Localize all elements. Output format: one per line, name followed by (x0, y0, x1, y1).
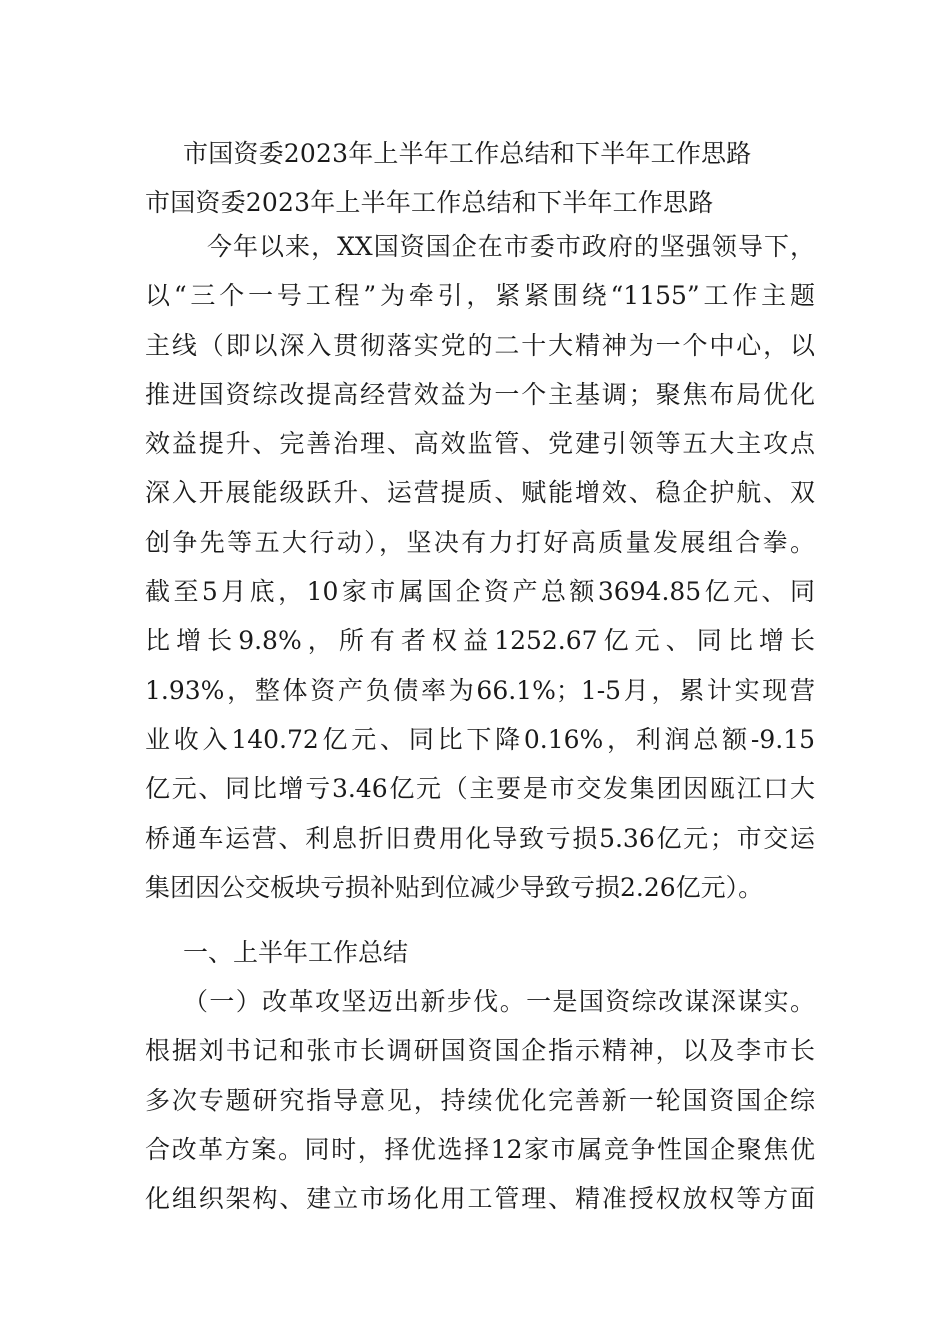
paragraph-line: 推进国资综改提高经营效益为一个主基调；聚焦布局优化 (145, 379, 815, 409)
paragraph-line: 主线（即以深入贯彻落实党的二十大精神为一个中心，以 (145, 330, 815, 360)
paragraph-line: 1.93%，整体资产负债率为66.1%；1-5月，累计实现营 (145, 675, 815, 705)
paragraph-line: 多次专题研究指导意见，持续优化完善新一轮国资国企综 (145, 1085, 815, 1115)
paragraph-line: 深入开展能级跃升、运营提质、赋能增效、稳企护航、双 (145, 478, 815, 508)
paragraph-line: 今年以来，XX国资国企在市委市政府的坚强领导下， (207, 232, 815, 261)
document-title: 市国资委2023年上半年工作总结和下半年工作思路 (183, 139, 752, 168)
paragraph-line: 根据刘书记和张市长调研国资国企指示精神，以及李市长 (145, 1036, 815, 1066)
paragraph-line: 比增长9.8%，所有者权益1252.67亿元、同比增长 (145, 626, 815, 656)
paragraph-line: 合改革方案。同时，择优选择12家市属竞争性国企聚焦优 (145, 1134, 815, 1164)
paragraph-line: 创争先等五大行动），坚决有力打好高质量发展组合拳。 (145, 527, 815, 557)
paragraph-line: 业收入140.72亿元、同比下降0.16%，利润总额-9.15 (145, 724, 815, 754)
paragraph-line: （一）改革攻坚迈出新步伐。一是国资综改谋深谋实。 (183, 987, 815, 1016)
paragraph-line: 亿元、同比增亏3.46亿元（主要是市交发集团因瓯江口大 (145, 774, 815, 804)
paragraph-line: 化组织架构、建立市场化用工管理、精准授权放权等方面 (145, 1184, 815, 1214)
document-title-repeat: 市国资委2023年上半年工作总结和下半年工作思路 (145, 188, 714, 217)
paragraph-line: 集团因公交板块亏损补贴到位减少导致亏损2.26亿元）。 (145, 872, 764, 902)
paragraph-line: 桥通车运营、利息折旧费用化导致亏损5.36亿元；市交运 (145, 823, 815, 853)
intro-paragraph (145, 222, 815, 912)
reform-paragraph (145, 977, 815, 1223)
paragraph-line: 效益提升、完善治理、高效监管、党建引领等五大主攻点 (145, 429, 815, 459)
paragraph-line: 以“三个一号工程”为牵引，紧紧围绕“1155”工作主题 (145, 281, 815, 311)
section-heading: 一、上半年工作总结 (183, 938, 409, 967)
paragraph-line: 截至5月底，10家市属国企资产总额3694.85亿元、同 (145, 577, 815, 607)
